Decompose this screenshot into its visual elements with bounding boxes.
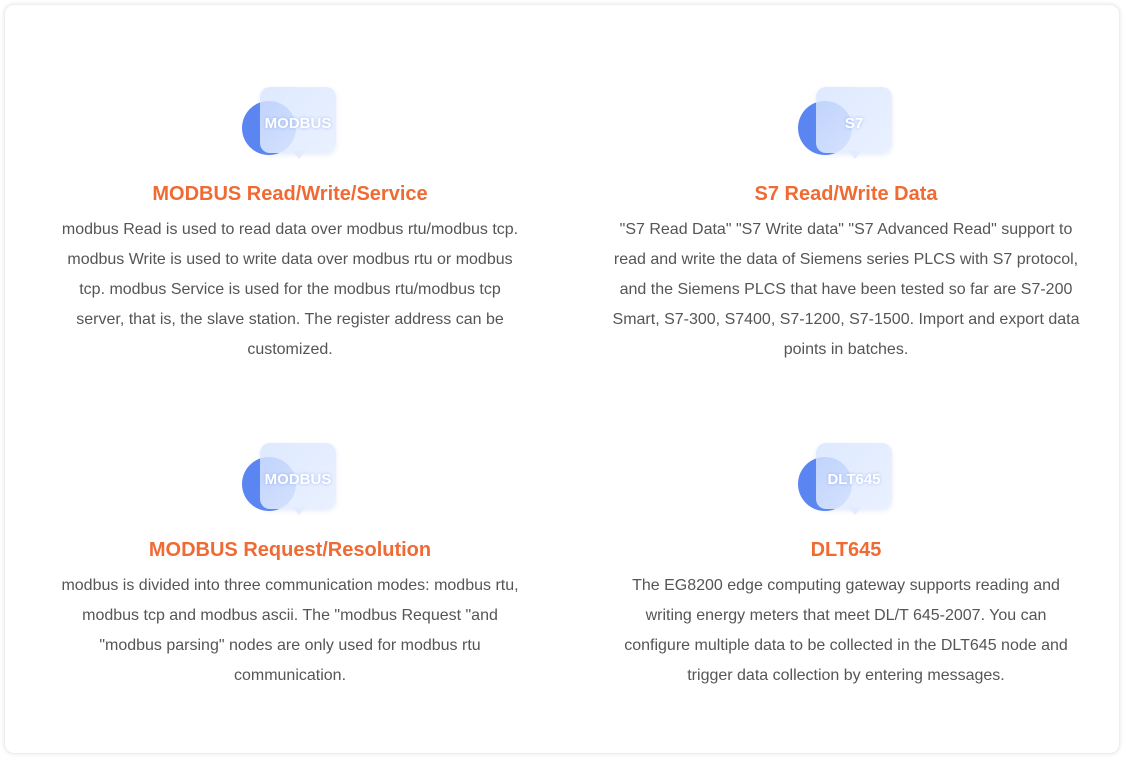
badge-label: MODBUS xyxy=(264,115,332,132)
badge-tail xyxy=(292,507,306,515)
feature-title: DLT645 xyxy=(810,539,882,561)
badge-label: DLT645 xyxy=(827,471,881,488)
modbus-chat-icon xyxy=(242,87,338,163)
s7-chat-icon xyxy=(798,87,894,163)
feature-card xyxy=(4,4,1120,754)
feature-description: modbus Read is used to read data over modbus rtu/modbus tcp. modbus Write is used to write data over modbus rtu or modbus tcp. modbus Service is used for the modbus rtu/modbus tcp server, that is, the slave station. The register address can be customized. xyxy=(61,221,519,358)
badge-tail xyxy=(848,507,862,515)
feature-modbus-request-resolution xyxy=(55,443,525,691)
modbus-chat-icon xyxy=(242,443,338,519)
dlt645-chat-icon xyxy=(798,443,894,519)
feature-description: modbus is divided into three communication modes: modbus rtu, modbus tcp and modbus ascii. The "modbus Request "and "modbus parsing" nodes are only used for modbus rtu communication. xyxy=(61,577,519,684)
badge-label: MODBUS xyxy=(264,471,332,488)
feature-title: S7 Read/Write Data xyxy=(754,183,938,205)
feature-description: The EG8200 edge computing gateway supports reading and writing energy meters that meet DL/T 645-2007. You can configure multiple data to be collected in the DLT645 node and trigger data collection by entering messages. xyxy=(624,577,1068,684)
badge-label: S7 xyxy=(844,115,864,132)
feature-title: MODBUS Request/Resolution xyxy=(148,539,432,561)
feature-s7-read-write xyxy=(611,87,1081,365)
feature-dlt645 xyxy=(611,443,1081,691)
feature-description: "S7 Read Data" "S7 Write data" "S7 Advanced Read" support to read and write the data of Siemens series PLCS with S7 protocol, and the Siemens PLCS that have been tested so far are S7-200 Smart, S7-300, S7400, S7-1200, S7-1500. Import and export data points in batches. xyxy=(612,221,1080,358)
feature-modbus-read-write xyxy=(55,87,525,365)
badge-tail xyxy=(292,151,306,159)
badge-tail xyxy=(848,151,862,159)
feature-title: MODBUS Read/Write/Service xyxy=(152,183,428,205)
